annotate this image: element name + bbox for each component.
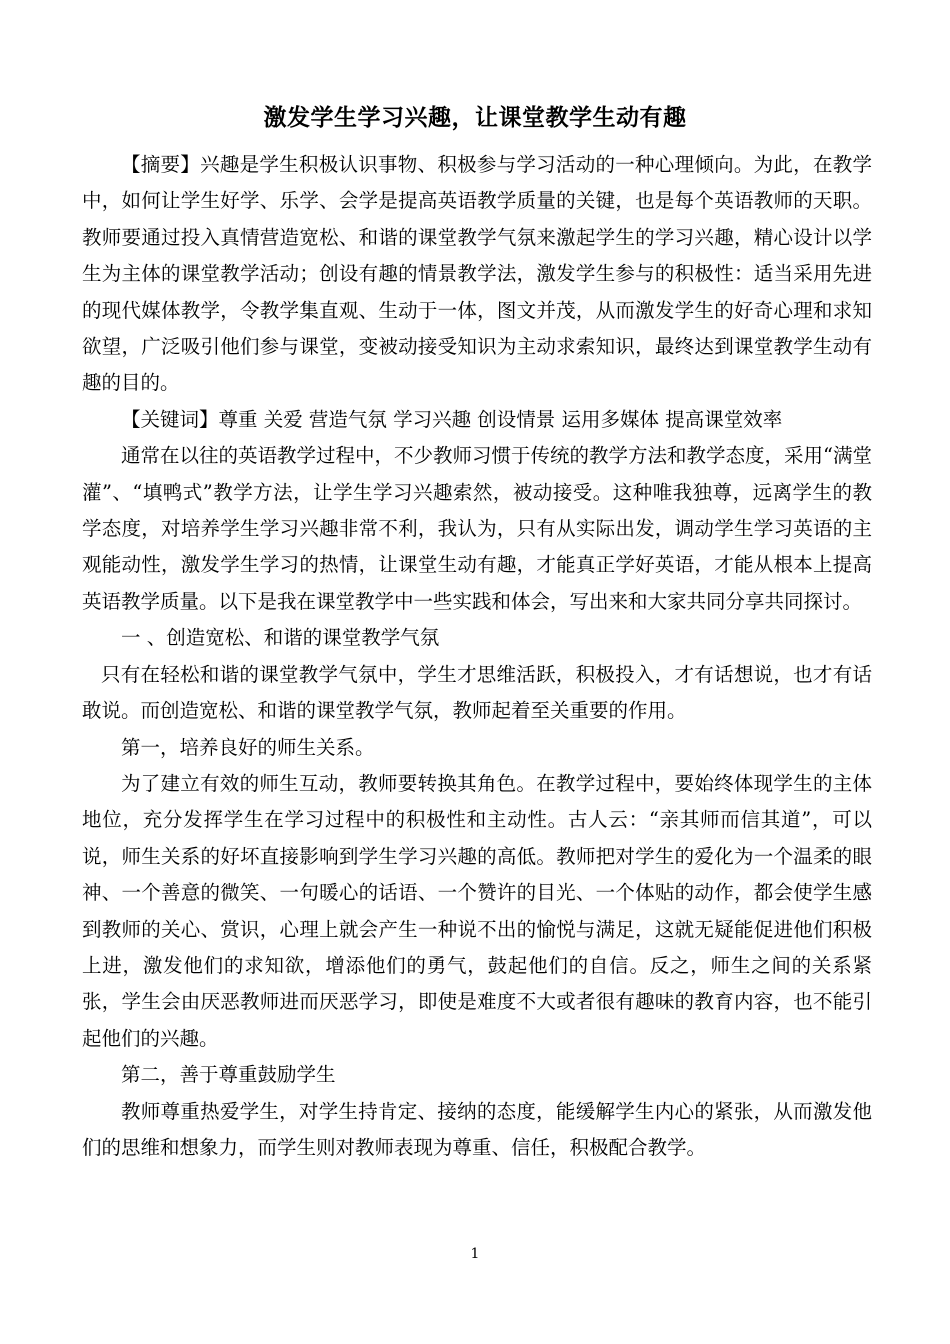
point-body-1: 为了建立有效的师生互动，教师要转换其角色。在教学过程中，要始终体现学生的主体地位，充分发挥学生在学习过程中的积极性和主动性。古人云：“亲其师而信其道”，可以说，师生关系的好坏直接影响到学生学习兴趣的高低。教师把对学生的爱化为一个温柔的眼神、一个善意的微笑、一句暖心的话语、一个赞许的目光、一个体贴的动作，都会使学生感到教师的关心、赏识，心理上就会产生一种说不出的愉悦与满足，这就无疑能促进他们积极上进，激发他们的求知欲，增添他们的勇气，鼓起他们的自信。反之，师生之间的关系紧张，学生会由厌恶教师进而厌恶学习，即使是难度不大或者很有趣味的教育内容，也不能引起他们的兴趣。 xyxy=(82,771,872,1050)
point-heading-2: 第二，善于尊重鼓励学生 xyxy=(121,1063,336,1087)
document-title: 激发学生学习兴趣，让课堂教学生动有趣 xyxy=(263,104,687,131)
page-number: 1 xyxy=(470,1246,480,1262)
point-body-2: 教师尊重热爱学生，对学生持肯定、接纳的态度，能缓解学生内心的紧张，从而激发他们的思维和想象力，而学生则对教师表现为尊重、信任，积极配合教学。 xyxy=(82,1099,872,1159)
section-heading: 一 、创造宽松、和谐的课堂教学气氛 xyxy=(121,626,440,650)
abstract-paragraph: 【摘要】兴趣是学生积极认识事物、积极参与学习活动的一种心理倾向。为此，在教学中，如何让学生好学、乐学、会学是提高英语教学质量的关键，也是每个英语教师的天职。教师要通过投入真情营造宽松、和谐的课堂教学气氛来激起学生的学习兴趣，精心设计以学生为主体的课堂教学活动；创设有趣的情景教学法，激发学生参与的积极性：适当采用先进的现代媒体教学，令教学集直观、生动于一体，图文并茂，从而激发学生的好奇心理和求知欲望，广泛吸引他们参与课堂，变被动接受知识为主动求索知识，最终达到课堂教学生动有趣的目的。 xyxy=(82,153,872,395)
point-heading-1: 第一，培养良好的师生关系。 xyxy=(121,735,375,759)
intro-paragraph: 通常在以往的英语教学过程中，不少教师习惯于传统的教学方法和教学态度，采用“满堂灌”、“填鸭式”教学方法，让学生学习兴趣索然，被动接受。这种唯我独尊，远离学生的教学态度，对培养学生学习兴趣非常不利，我认为，只有从实际出发，调动学生学习英语的主观能动性，激发学生学习的热情，让课堂生动有趣，才能真正学好英语，才能从根本上提高英语教学质量。以下是我在课堂教学中一些实践和体会，写出来和大家共同分享共同探讨。 xyxy=(82,444,872,613)
keywords-paragraph: 【关键词】尊重 关爱 营造气氛 学习兴趣 创设情景 运用多媒体 提高课堂效率 xyxy=(121,407,783,431)
section-intro-paragraph: 只有在轻松和谐的课堂教学气氛中，学生才思维活跃，积极投入，才有话想说，也才有话敢说。而创造宽松、和谐的课堂教学气氛，教师起着至关重要的作用。 xyxy=(82,662,872,723)
document-body xyxy=(82,147,872,1166)
